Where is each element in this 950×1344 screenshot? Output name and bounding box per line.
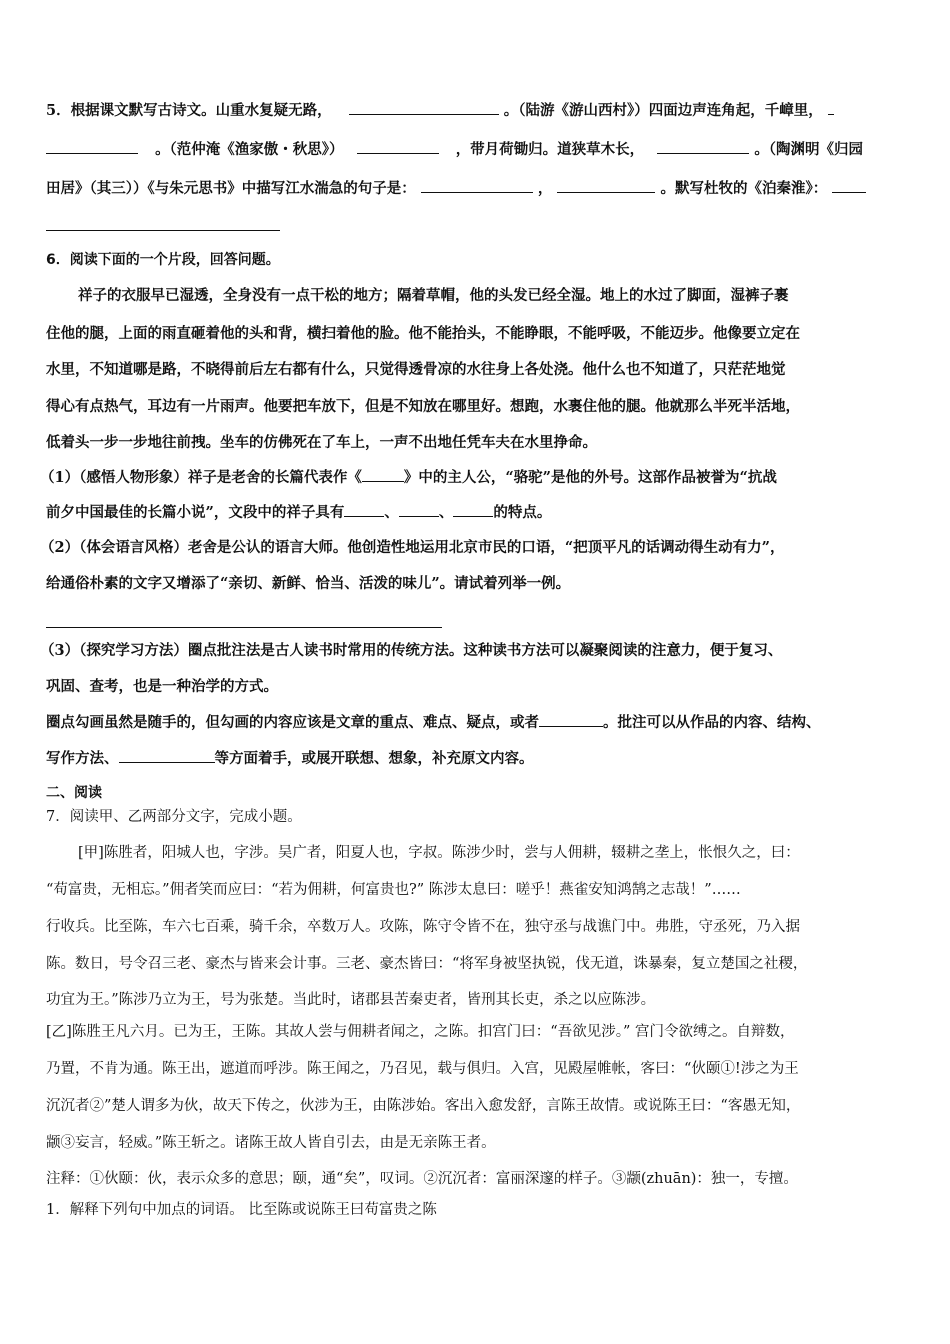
q6-part3-line-4 [46, 748, 534, 769]
answer-blank[interactable] [657, 139, 749, 154]
q5-text: 5．根据课文默写古诗文。山重水复疑无路， [46, 102, 332, 119]
q7-title: 7．阅读甲、乙两部分文字，完成小题。 [46, 809, 302, 825]
q6-text: 。批注可以从作品的内容、结构、 [603, 714, 821, 731]
q6-title: 6．阅读下面的一个片段，回答问题。 [46, 252, 280, 268]
answer-blank[interactable] [832, 178, 866, 193]
text-yi-line: 沉沉者②”楚人谓多为伙，故天下传之，伙涉为王，由陈涉始。客出入愈发舒，言陈王故情。或说陈王曰：“客愚无知， [46, 1098, 801, 1114]
q5-line-1 [46, 100, 834, 121]
q6-text: 圈点勾画虽然是随手的，但勾画的内容应该是文章的重点、难点、疑点，或者 [46, 714, 539, 731]
q6-part2-line-1: （2）（体会语言风格）老舍是公认的语言大师。他创造性地运用北京市民的口语，“把顶平凡的话调动得生动有力”， [40, 539, 785, 556]
answer-blank[interactable] [357, 139, 439, 154]
q6-text: 写作方法、 [46, 750, 119, 767]
text-jia-line: “苟富贵，无相忘。”佣者笑而应曰：“若为佣耕，何富贵也?” 陈涉太息曰：嗟乎！燕雀安知鸿鹄之志哉！”…… [46, 882, 741, 898]
answer-line[interactable] [46, 627, 442, 628]
q6-text: 、 [384, 504, 399, 521]
annotation-note: 注释：①伙颐：伙，表示众多的意思；颐，通“矣”，叹词。②沉沉者：富丽深邃的样子。③颛(zhuān)：独一，专擅。 [46, 1171, 798, 1187]
q6-text: 等方面着手，或展开联想、想象，补充原文内容。 [214, 750, 534, 767]
passage-line: 得心有点热气，耳边有一片雨声。他要把车放下，但是不知放在哪里好。想跑，水裹住他的腿。他就那么半死半活地， [46, 398, 800, 415]
text-yi-line: 颛③妄言，轻威。”陈王斩之。诸陈王故人皆自引去，由是无亲陈王者。 [46, 1135, 496, 1151]
passage-line: 低着头一步一步地往前拽。坐车的仿佛死在了车上，一声不出地任凭车夫在水里挣命。 [46, 434, 597, 451]
answer-blank[interactable] [349, 100, 499, 115]
q6-part3-line-2: 巩固、查考，也是一种治学的方式。 [46, 678, 278, 695]
answer-blank[interactable] [46, 139, 138, 154]
text-jia-line: 行收兵。比至陈，车六七百乘，骑千余，卒数万人。攻陈，陈守令皆不在，独守丞与战谯门中。弗胜，守丞死，乃入据 [46, 919, 800, 935]
q6-part1-line-1 [40, 467, 777, 488]
q5-text: 。（陶渊明《归园 [754, 141, 864, 158]
text-jia-line: [甲]陈胜者，阳城人也，字涉。吴广者，阳夏人也，字叔。陈涉少时，尝与人佣耕，辍耕之垄上，怅恨久之，曰： [78, 845, 800, 861]
section-heading: 二、阅读 [46, 785, 102, 801]
q5-text: ， [537, 180, 553, 197]
q5-text: ，带月荷锄归。道狭草木长， [455, 141, 645, 158]
text-jia-line: 陈。数日，号令召三老、豪杰与皆来会计事。三老、豪杰皆曰：“将军身被坚执锐，伐无道，诛暴秦，复立楚国之社稷， [46, 956, 808, 972]
q6-text: （1）（感悟人物形象）祥子是老舍的长篇代表作《 [40, 469, 362, 486]
answer-blank[interactable] [399, 502, 439, 517]
q6-part2-line-2: 给通俗朴素的文字又增添了“亲切、新鲜、恰当、活泼的味儿”。请试着列举一例。 [46, 575, 571, 592]
q5-line-3 [46, 178, 866, 199]
answer-blank[interactable] [344, 502, 384, 517]
answer-line[interactable] [46, 230, 280, 231]
answer-blank[interactable] [119, 748, 215, 763]
q6-part3-line-1: （3）（探究学习方法）圈点批注法是古人读书时常用的传统方法。这种读书方法可以凝聚阅读的注意力，便于复习、 [40, 642, 783, 659]
answer-blank[interactable] [539, 712, 603, 727]
q5-line-2 [46, 139, 863, 160]
q6-text: 前夕中国最佳的长篇小说”，文段中的祥子具有 [46, 504, 345, 521]
q6-text: 、 [438, 504, 454, 521]
passage-line: 水里，不知道哪是路，不晓得前后左右都有什么，只觉得透骨凉的水往身上各处浇。他什么也不知道了，只茫茫地觉 [46, 361, 786, 378]
answer-blank[interactable] [453, 502, 493, 517]
answer-blank[interactable] [828, 100, 834, 115]
q5-text: 田居》（其三））《与朱元思书》中描写江水湍急的句子是： [46, 180, 416, 197]
text-jia-line: 功宜为王。”陈涉乃立为王，号为张楚。当此时，诸郡县苦秦吏者，皆刑其长吏，杀之以应陈涉。 [46, 992, 656, 1008]
answer-blank[interactable] [421, 178, 533, 193]
q7-sub-question-1: 1．解释下列句中加点的词语。 比至陈或说陈王曰苟富贵之陈 [46, 1202, 437, 1218]
text-yi-line: 乃置，不肯为通。陈王出，遮道而呼涉。陈王闻之，乃召见，载与俱归。入宫，见殿屋帷帐，客曰：“伙颐①!涉之为王 [46, 1061, 799, 1077]
q6-part1-line-2 [46, 502, 551, 523]
passage-line: 住他的腿，上面的雨直砸着他的头和背，横扫着他的脸。他不能抬头，不能睁眼，不能呼吸，不能迈步。他像要立定在 [46, 325, 800, 342]
answer-blank[interactable] [362, 467, 404, 482]
passage-line: 祥子的衣服早已湿透，全身没有一点干松的地方；隔着草帽，他的头发已经全湿。地上的水过了脚面，湿裤子裹 [78, 287, 789, 304]
q6-part3-line-3 [46, 712, 821, 733]
q6-text: 》中的主人公，“骆驼”是他的外号。这部作品被誉为“抗战 [403, 469, 777, 486]
answer-blank[interactable] [557, 178, 655, 193]
q5-text: 。（范仲淹《渔家傲・秋思》） [155, 141, 344, 158]
text-yi-line: [乙]陈胜王凡六月。已为王，王陈。其故人尝与佣耕者闻之，之陈。扣宫门曰：“吾欲见涉。” 宫门令欲缚之。自辩数， [46, 1024, 795, 1040]
q5-text: 。（陆游《游山西村》）四面边声连角起，千嶂里， [503, 102, 823, 119]
q6-text: 的特点。 [493, 504, 552, 521]
q5-text: 。默写杜牧的《泊秦淮》： [660, 180, 828, 197]
